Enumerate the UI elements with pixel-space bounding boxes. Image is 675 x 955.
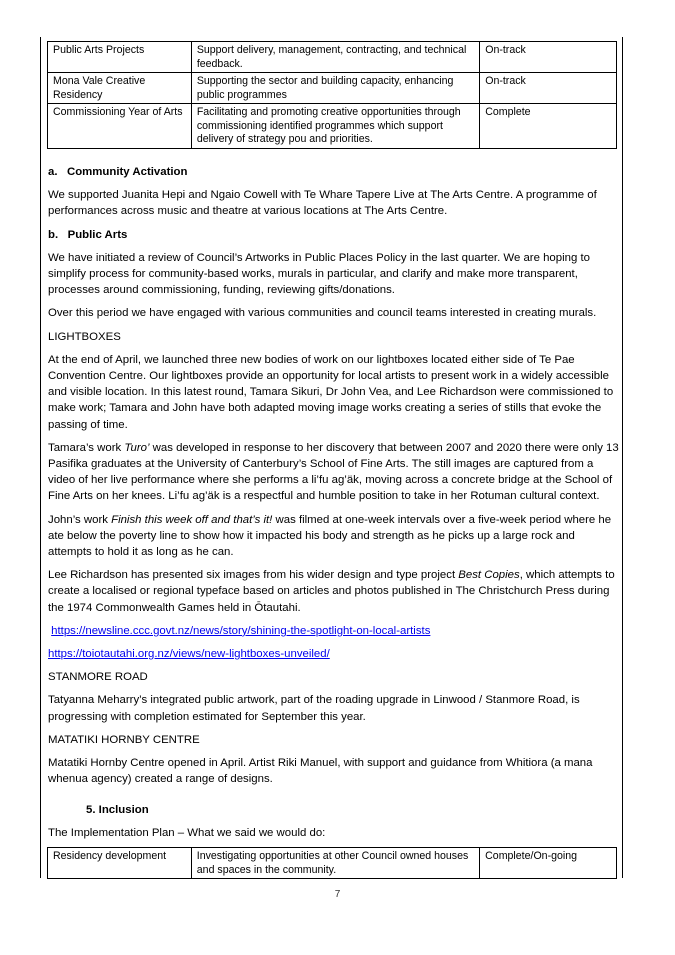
paragraph: Tatyanna Meharry’s integrated public artwork, part of the roading upgrade in Linwood / Stanmore Road, is progressing with completion estimated for September this year. [48, 694, 580, 723]
table-cell-name: Residency development [48, 848, 192, 879]
text-run: , which attempts to create a localised or regional typeface based on articles and photos published in The Christchurch Press during the 1974 Commonwealth Games held in Ōtautahi. [48, 569, 615, 614]
implementation-table-top [47, 41, 617, 149]
paragraph [48, 646, 620, 662]
section-heading-public-arts: b. Public Arts [48, 228, 128, 241]
table-row [48, 42, 617, 73]
artwork-title: Turo’ [124, 441, 150, 454]
table-cell-name: Public Arts Projects [48, 42, 192, 73]
paragraph [48, 440, 620, 505]
table-cell-desc: Support delivery, management, contracting, and technical feedback. [191, 42, 479, 73]
table-cell-desc: Investigating opportunities at other Council owned houses and spaces in the community. [191, 848, 479, 879]
paragraph [48, 512, 620, 561]
paragraph: At the end of April, we launched three new bodies of work on our lightboxes located either side of Te Pae Convention Centre. Our lightboxes provide an opportunity for local artists to present work in a widely accessible and visible location. In this latest round, Tamara Sikuri, Dr John Vea, and Lee Richardson were commissioned to make work; Tamara and John have both adapted moving image works creating a series of stills that evoke the passing of time. [48, 353, 614, 431]
subsection-label-hornby-centre: MATATIKI HORNBY CENTRE [48, 733, 200, 746]
newsline-link[interactable]: https://newsline.ccc.govt.nz/news/story/shining-the-spotlight-on-local-artists [51, 624, 431, 637]
table-cell-status: Complete/On-going [480, 848, 617, 879]
document-body [48, 164, 620, 848]
section-heading-inclusion: 5. Inclusion [86, 803, 149, 816]
text-run: was developed in response to her discovery that between 2007 and 2020 there were only 13 Pasifika graduates at the University of Canterbury’s School of Fine Arts. The still images are captured from a video of her live performance where she performs a li’fu ag’äk, moving across a concrete bridge at the School of Fine Arts on her knees. Li’fu ag’äk is a respectful and humble position to take in her Rotuman cultural context. [48, 441, 619, 503]
paragraph: We have initiated a review of Council’s Artworks in Public Places Policy in the last quarter. We are hoping to simplify process for community-based works, murals in particular, and clarify and make more transparent, processes around commissioning, funding, reviewing gifts/donations. [48, 251, 590, 297]
table-cell-status: Complete [480, 104, 617, 149]
section-heading-community-activation: a. Community Activation [48, 166, 188, 178]
subsection-label-lightboxes: LIGHTBOXES [48, 330, 121, 343]
paragraph: We supported Juanita Hepi and Ngaio Cowell with Te Whare Tapere Live at The Arts Centre. A programme of performances across music and theatre at various locations at The Arts Centre. [48, 189, 597, 218]
table-cell-name: Mona Vale Creative Residency [48, 73, 192, 104]
table-row [48, 104, 617, 149]
table-cell-desc: Facilitating and promoting creative opportunities through commissioning identified programmes which support delivery of strategy pou and priorities. [191, 104, 479, 149]
project-title: Best Copies [458, 569, 520, 582]
text-run: John’s work [48, 513, 112, 526]
toiotautahi-link[interactable]: https://toiotautahi.org.nz/views/new-lightboxes-unveiled/ [48, 648, 330, 661]
table-row [48, 848, 617, 879]
artwork-title: Finish this week off and that’s it! [111, 513, 273, 526]
table-cell-status: On-track [480, 42, 617, 73]
table-row [48, 73, 617, 104]
text-run: was filmed at one-week intervals over a five-week period where he ate below the poverty line to show how it impacted his body and strength as he picks up a large rock and attempts to hold it as long as he can. [48, 513, 612, 559]
paragraph [48, 567, 620, 616]
page-number: 7 [334, 889, 341, 900]
table-cell-status: On-track [480, 73, 617, 104]
table-cell-desc: Supporting the sector and building capacity, enhancing public programmes [191, 73, 479, 104]
text-run: Tamara’s work [48, 441, 125, 454]
paragraph: Over this period we have engaged with various communities and council teams interested in creating murals. [48, 307, 597, 320]
paragraph: The Implementation Plan – What we said we would do: [48, 826, 326, 839]
subsection-label-stanmore-road: STANMORE ROAD [48, 671, 148, 684]
text-run: Lee Richardson has presented six images from his wider design and type project [48, 569, 459, 582]
table-cell-name: Commissioning Year of Arts [48, 104, 192, 149]
implementation-table-bottom [47, 847, 617, 879]
paragraph: Matatiki Hornby Centre opened in April. Artist Riki Manuel, with support and guidance from Whitiora (a mana whenua agency) created a range of designs. [48, 757, 593, 786]
paragraph [48, 623, 620, 639]
